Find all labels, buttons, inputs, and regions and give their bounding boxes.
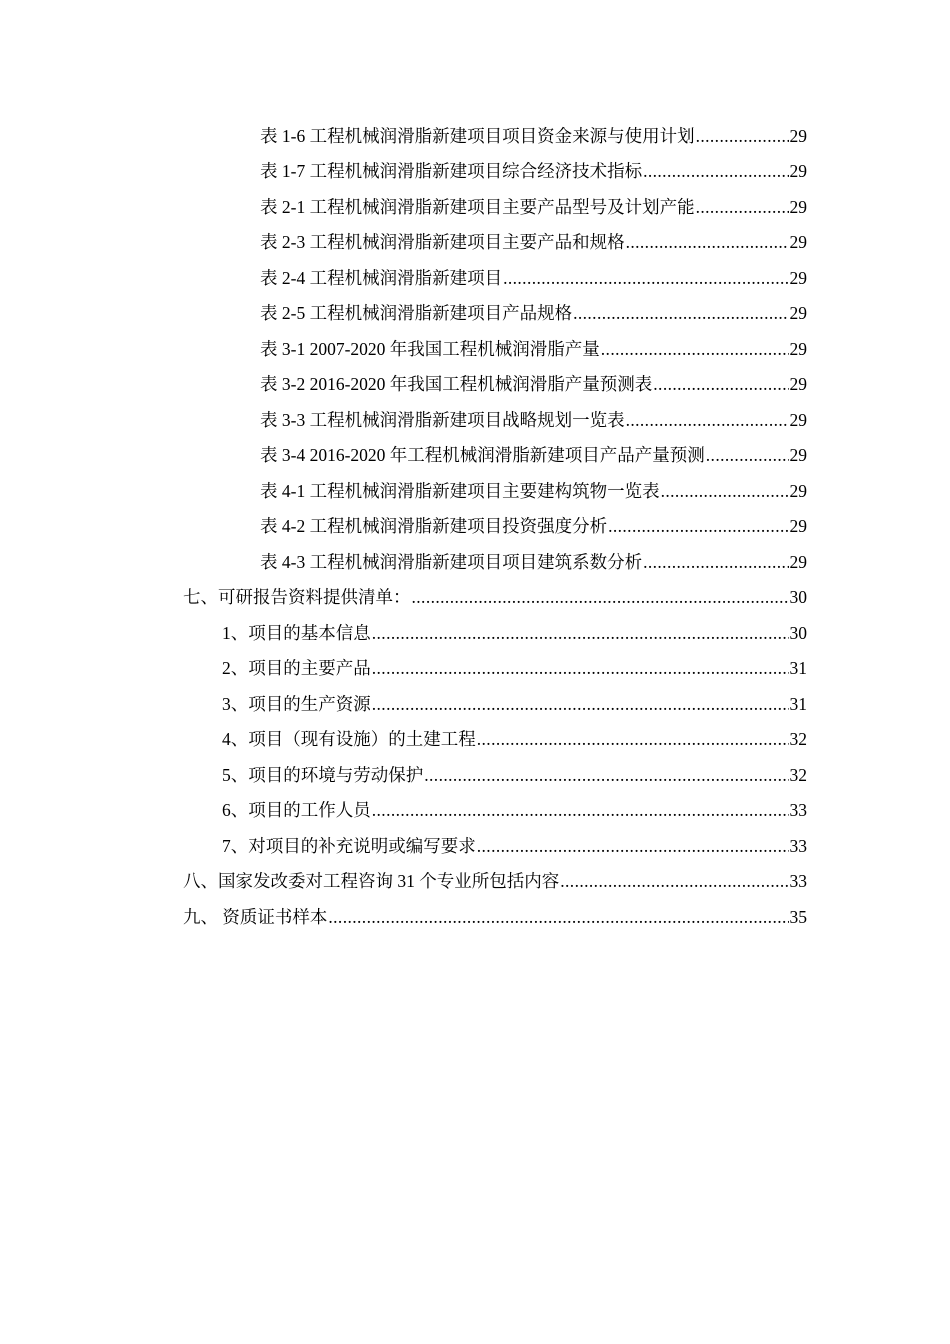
toc-section-label: 九、 资质证书样本 (183, 906, 328, 927)
dot-leader (560, 870, 788, 892)
toc-item-label: 4、项目（现有设施）的土建工程 (222, 729, 476, 750)
dot-leader (372, 657, 789, 679)
toc-item-page: 32 (789, 764, 807, 785)
dot-leader (477, 835, 789, 857)
toc-section-7[interactable] (183, 580, 807, 616)
toc-entry-page: 29 (789, 232, 807, 253)
toc-entry-label: 表 3-3 工程机械润滑脂新建项目战略规划一览表 (260, 409, 625, 430)
toc-entry-page: 29 (789, 516, 807, 537)
toc-item-page: 33 (789, 835, 807, 856)
toc-entry-table-3-1[interactable] (260, 331, 807, 367)
dot-leader (503, 267, 788, 289)
toc-entry-label: 表 2-4 工程机械润滑脂新建项目 (260, 267, 503, 288)
toc-entry-table-1-7[interactable] (260, 154, 807, 190)
toc-entry-page: 29 (789, 161, 807, 182)
dot-leader (706, 444, 789, 466)
dot-leader (573, 302, 788, 324)
toc-item-label: 3、项目的生产资源 (222, 693, 371, 714)
toc-entry-label: 表 3-2 2016-2020 年我国工程机械润滑脂产量预测表 (260, 374, 653, 395)
toc-entry-label: 表 4-3 工程机械润滑脂新建项目项目建筑系数分析 (260, 551, 643, 572)
toc-section-page: 35 (789, 906, 807, 927)
dot-leader (661, 480, 789, 502)
toc-item-page: 30 (789, 622, 807, 643)
toc-entry-label: 表 3-1 2007-2020 年我国工程机械润滑脂产量 (260, 338, 600, 359)
dot-leader (477, 728, 789, 750)
toc-entry-page: 29 (789, 338, 807, 359)
toc-item-basic-info[interactable] (222, 615, 807, 651)
dot-leader (328, 906, 788, 928)
toc-entry-table-4-2[interactable] (260, 509, 807, 545)
toc-entry-page: 29 (789, 196, 807, 217)
dot-leader (424, 764, 788, 786)
dot-leader (626, 231, 789, 253)
toc-item-staff[interactable] (222, 793, 807, 829)
toc-item-label: 1、项目的基本信息 (222, 622, 371, 643)
toc-entry-table-1-6[interactable] (260, 118, 807, 154)
toc-entry-label: 表 4-2 工程机械润滑脂新建项目投资强度分析 (260, 516, 608, 537)
toc-section-page: 30 (789, 587, 807, 608)
toc-entry-page: 29 (789, 480, 807, 501)
toc-entry-label: 表 4-1 工程机械润滑脂新建项目主要建构筑物一览表 (260, 480, 660, 501)
dot-leader (696, 196, 789, 218)
dot-leader (643, 160, 788, 182)
toc-entry-table-2-5[interactable] (260, 296, 807, 332)
toc-entry-label: 表 1-7 工程机械润滑脂新建项目综合经济技术指标 (260, 161, 643, 182)
toc-item-page: 32 (789, 729, 807, 750)
toc-entry-page: 29 (789, 409, 807, 430)
toc-item-production-resources[interactable] (222, 686, 807, 722)
toc-entry-label: 表 2-1 工程机械润滑脂新建项目主要产品型号及计划产能 (260, 196, 695, 217)
dot-leader (412, 586, 789, 608)
toc-entry-page: 29 (789, 445, 807, 466)
toc-section-page: 33 (789, 871, 807, 892)
dot-leader (372, 622, 789, 644)
toc-item-civil-works[interactable] (222, 722, 807, 758)
dot-leader (696, 125, 789, 147)
toc-item-page: 31 (789, 658, 807, 679)
toc-item-label: 7、对项目的补充说明或编写要求 (222, 835, 476, 856)
dot-leader (608, 515, 788, 537)
toc-item-environment-protection[interactable] (222, 757, 807, 793)
dot-leader (372, 693, 789, 715)
dot-leader (626, 409, 789, 431)
toc-entry-label: 表 1-6 工程机械润滑脂新建项目项目资金来源与使用计划 (260, 125, 695, 146)
toc-entry-page: 29 (789, 125, 807, 146)
toc-entry-table-2-3[interactable] (260, 225, 807, 261)
toc-entry-label: 表 3-4 2016-2020 年工程机械润滑脂新建项目产品产量预测 (260, 445, 705, 466)
toc-entry-table-3-3[interactable] (260, 402, 807, 438)
toc-entry-table-4-3[interactable] (260, 544, 807, 580)
toc-item-label: 2、项目的主要产品 (222, 658, 371, 679)
toc-entry-label: 表 2-3 工程机械润滑脂新建项目主要产品和规格 (260, 232, 625, 253)
toc-item-label: 6、项目的工作人员 (222, 800, 371, 821)
toc-section-label: 七、可研报告资料提供清单： (183, 587, 411, 608)
toc-item-supplementary-notes[interactable] (222, 828, 807, 864)
toc-entry-table-4-1[interactable] (260, 473, 807, 509)
toc-entry-page: 29 (789, 374, 807, 395)
toc-entry-table-2-4[interactable] (260, 260, 807, 296)
dot-leader (372, 799, 789, 821)
toc-entry-label: 表 2-5 工程机械润滑脂新建项目产品规格 (260, 303, 573, 324)
toc-item-page: 33 (789, 800, 807, 821)
dot-leader (643, 551, 788, 573)
dot-leader (601, 338, 789, 360)
dot-leader (653, 373, 788, 395)
toc-entry-table-2-1[interactable] (260, 189, 807, 225)
table-of-contents (0, 118, 950, 935)
toc-item-label: 5、项目的环境与劳动保护 (222, 764, 424, 785)
toc-section-8[interactable] (183, 864, 807, 900)
toc-item-main-products[interactable] (222, 651, 807, 687)
toc-item-page: 31 (789, 693, 807, 714)
toc-entry-page: 29 (789, 551, 807, 572)
toc-entry-table-3-4[interactable] (260, 438, 807, 474)
toc-entry-table-3-2[interactable] (260, 367, 807, 403)
toc-section-label: 八、国家发改委对工程咨询 31 个专业所包括内容 (183, 871, 560, 892)
toc-entry-page: 29 (789, 303, 807, 324)
toc-entry-page: 29 (789, 267, 807, 288)
toc-section-9[interactable] (183, 899, 807, 935)
